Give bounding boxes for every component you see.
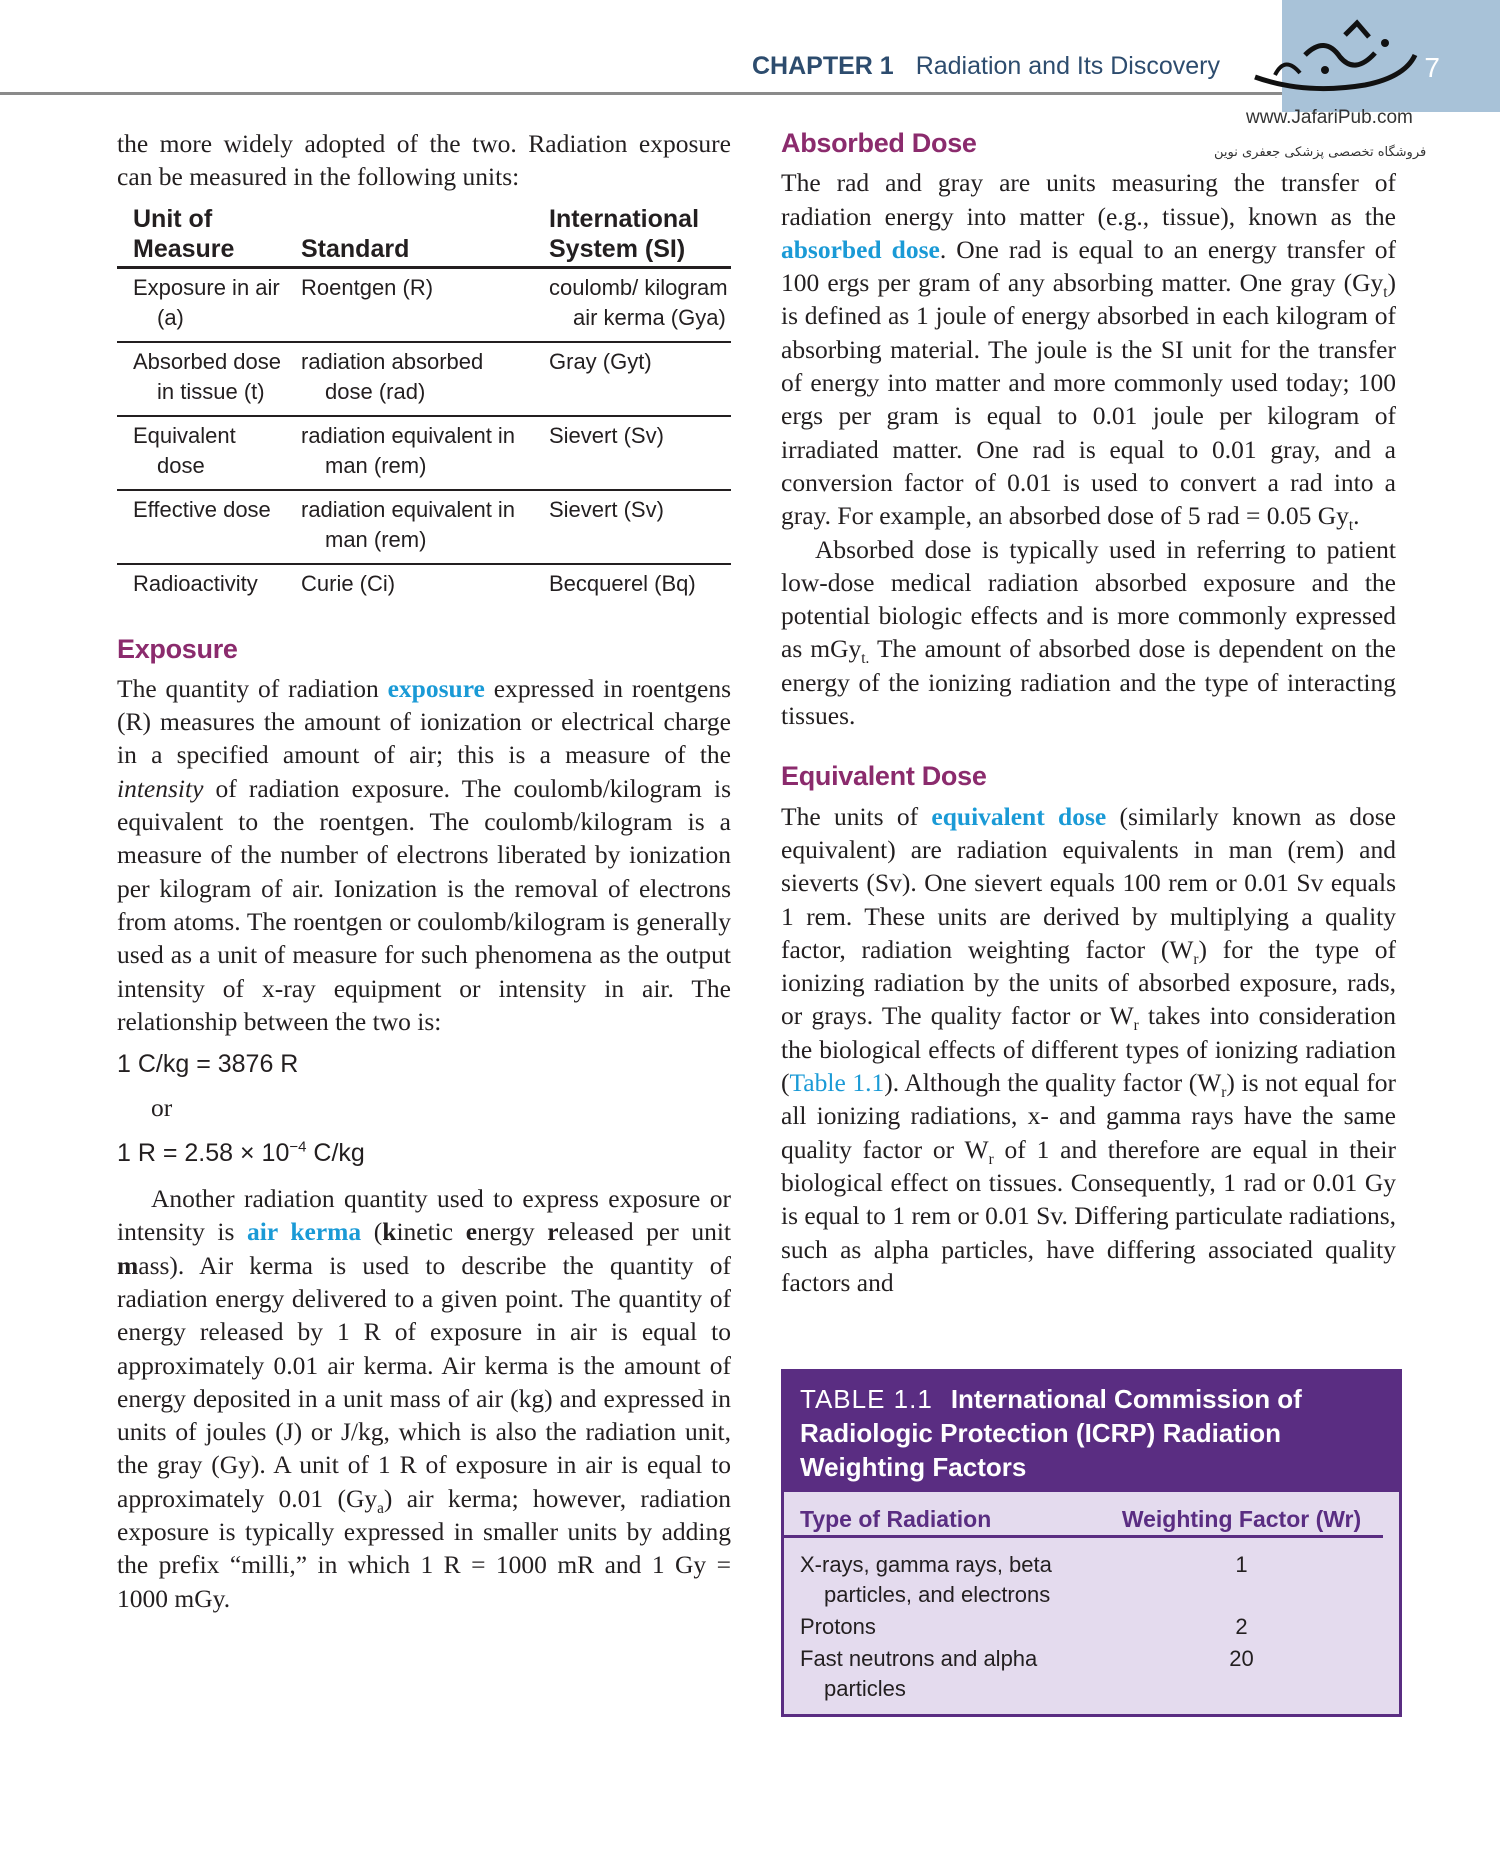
absorbed-dose-paragraph: The rad and gray are units measuring the transfer of radiation energy into matter (e.g., tissue), known as the absorbed dose. One rad is equal to an energy transfer of 100 ergs per gram of any absorbing matter. One gray $(Gy_t)$ is defined as 1 joule of energy absorbed in each kilogram of absorbing material. The joule is the SI unit for the transfer of energy into matter and more commonly used today; 100 ergs per gram is equal to 0.01 joule per kilogram of irradiated matter. One rad is equal to 0.01 gray, and a conversion factor of 0.01 is used to convert a rad into a gray. For example, an absorbed dose of 5 rad = 0.05 $Gy_t$. bbox=[781, 168, 1396, 535]
publisher-logo-icon bbox=[1245, 15, 1425, 105]
table-cell: radiation equivalent in man (rem) bbox=[301, 422, 516, 478]
table-cell: Sievert (Sv) bbox=[549, 496, 664, 522]
formula-r-to-ckg: 1 $R = 2.58 \times 10^{-4}$ C/kg bbox=[117, 1138, 365, 1167]
table-row bbox=[117, 490, 731, 564]
table-cell: radiation absorbed dose (rad) bbox=[301, 348, 484, 404]
table-cell: Radioactivity bbox=[133, 570, 258, 596]
table-cell: X-rays, gamma rays, beta particles, and electrons bbox=[800, 1552, 1052, 1607]
section-heading-exposure: Exposure bbox=[117, 633, 238, 664]
table-row bbox=[117, 267, 731, 342]
col-header-weighting-factor: Weighting Factor (Wr) bbox=[1100, 1492, 1383, 1537]
table-row bbox=[784, 1537, 1383, 1611]
keyword-air-kerma[interactable]: air kerma bbox=[247, 1217, 362, 1247]
header-rule bbox=[0, 92, 1282, 95]
section-heading-absorbed-dose: Absorbed Dose bbox=[781, 128, 977, 158]
table-cell: Fast neutrons and alpha particles bbox=[800, 1646, 1038, 1701]
table-1-1-link[interactable]: Table 1.1 bbox=[789, 1068, 885, 1098]
left-column bbox=[117, 127, 731, 1615]
table-cell: Gray (Gyt) bbox=[549, 348, 652, 374]
weighting-factors-table bbox=[784, 1492, 1383, 1714]
intro-paragraph: the more widely adopted of the two. Radiation exposure can be measured in the following units: bbox=[117, 129, 731, 192]
chapter-label: CHAPTER 1 bbox=[752, 52, 894, 80]
chapter-title: Radiation and Its Discovery bbox=[915, 52, 1220, 80]
keyword-exposure[interactable]: exposure bbox=[387, 673, 485, 703]
table-1-1-caption bbox=[784, 1372, 1399, 1492]
table-cell: Sievert (Sv) bbox=[549, 422, 664, 448]
units-table bbox=[117, 204, 731, 607]
publisher-tagline: فروشگاه تخصصی پزشکی جعفری نوین bbox=[1214, 145, 1427, 160]
col-header-type: Type of Radiation bbox=[784, 1492, 1100, 1537]
section-heading-equivalent-dose: Equivalent Dose bbox=[781, 761, 987, 792]
table-row bbox=[117, 342, 731, 416]
keyword-equivalent-dose[interactable]: equivalent dose bbox=[931, 801, 1107, 831]
equivalent-dose-paragraph: The units of equivalent dose (similarly known as dose equivalent) are radiation equivalents in man (rem) and sieverts (Sv). One sievert equals 100 rem or 0.01 Sv equals 1 rem. These units are derived by multiplying a quality factor, radiation weighting factor $(W_r)$ for the type of ionizing radiation by the units of absorbed exposure, rads, or grays. The quality factor or $W_r$ takes into consideration the biological effects of different types of ionizing radiation (Table 1.1). Although the quality factor $(W_r)$ is not equal for all ionizing radiations, x- and gamma rays have the same quality factor or $W_r$ of 1 and therefore are equal in their biological effect on tissues. Consequently, 1 rad or 0.01 Gy is equal to 1 rem or 0.01 Sv. Differing particulate radiations, such as alpha particles, have differing associated quality factors and bbox=[781, 801, 1396, 1297]
table-cell: 2 bbox=[1235, 1614, 1248, 1639]
table-cell: Equivalent dose bbox=[133, 422, 236, 478]
table-cell: 20 bbox=[1229, 1646, 1254, 1671]
col-header-si: International System (SI) bbox=[533, 204, 731, 268]
formula-ckg-to-r: 1 C/kg = 3876 R bbox=[117, 1050, 299, 1079]
running-header bbox=[752, 52, 1220, 81]
table-cell: Curie (Ci) bbox=[301, 570, 396, 596]
table-cell: Roentgen (R) bbox=[301, 274, 434, 300]
units-table-header bbox=[117, 204, 731, 268]
table-row bbox=[117, 416, 731, 490]
air-kerma-paragraph: Another radiation quantity used to express exposure or intensity is air kerma (kinetic energy released per unit mass). Air kerma is used to describe the quantity of radiation energy delivered to a given point. The quantity of energy released by 1 R of exposure in air is equal to approximately 0.01 air kerma. Air kerma is the amount of energy deposited in a unit mass of air (kg) and expressed in units of joules (J) or J/kg, which is also the radiation unit, the gray (Gy). A unit of 1 R of exposure in air is equal to approximately 0.01 $(Gy_a)$ air kerma; however, radiation exposure is typically expressed in smaller units by adding the prefix “milli,” in which 1 R = 1000 mR and 1 Gy = 1000 mGy. bbox=[117, 1184, 732, 1613]
table-cell: Exposure in air (a) bbox=[133, 274, 280, 330]
table-row bbox=[784, 1642, 1383, 1714]
col-header-unit: Unit of Measure bbox=[117, 204, 285, 268]
exposure-paragraph: The quantity of radiation exposure expressed in roentgens (R) measures the amount of ionization or electrical charge in a specified amount of air; this is a measure of the intensity of radiation exposure. The coulomb/kilogram is equivalent to the roentgen. The coulomb/kilogram is a measure of the number of electrons liberated by ionization per kilogram of air. Ionization is the removal of electrons from atoms. The roentgen or coulomb/kilogram is generally used as a unit of measure for such phenomena as the output intensity of x-ray equipment or intensity in air. The relationship between the two is: bbox=[117, 673, 732, 1036]
absorbed-dose-paragraph-2: Absorbed dose is typically used in referring to patient low-dose medical radiation absorbed exposure and the potential biologic effects and is more commonly expressed as mGy$_{t.}$ The amount of absorbed dose is dependent on the energy of the ionizing radiation and the type of interacting tissues. bbox=[781, 534, 1396, 731]
table-title: International Commission of Radiologic Protection (ICRP) Radiation Weighting Factors bbox=[800, 1384, 1302, 1482]
table-row bbox=[784, 1610, 1383, 1642]
table-cell: 1 bbox=[1235, 1552, 1248, 1577]
table-cell: coulomb/ kilogram air kerma (Gya) bbox=[549, 274, 728, 330]
table-row bbox=[117, 564, 731, 607]
publisher-website: www.JafariPub.com bbox=[1246, 107, 1413, 128]
page-number: 7 bbox=[1424, 52, 1440, 83]
keyword-absorbed-dose[interactable]: absorbed dose bbox=[781, 234, 940, 264]
table-cell: Becquerel (Bq) bbox=[549, 570, 696, 596]
table-cell: radiation equivalent in man (rem) bbox=[301, 496, 516, 552]
or-connector: or bbox=[151, 1093, 173, 1123]
table-cell: Absorbed dose in tissue (t) bbox=[133, 348, 281, 404]
table-cell: Protons bbox=[800, 1614, 876, 1639]
table-label: TABLE 1.1 bbox=[800, 1384, 933, 1414]
col-header-standard: Standard bbox=[285, 204, 533, 268]
table-1-1 bbox=[781, 1369, 1402, 1717]
right-column bbox=[781, 127, 1396, 1299]
table-cell: Effective dose bbox=[133, 496, 271, 522]
